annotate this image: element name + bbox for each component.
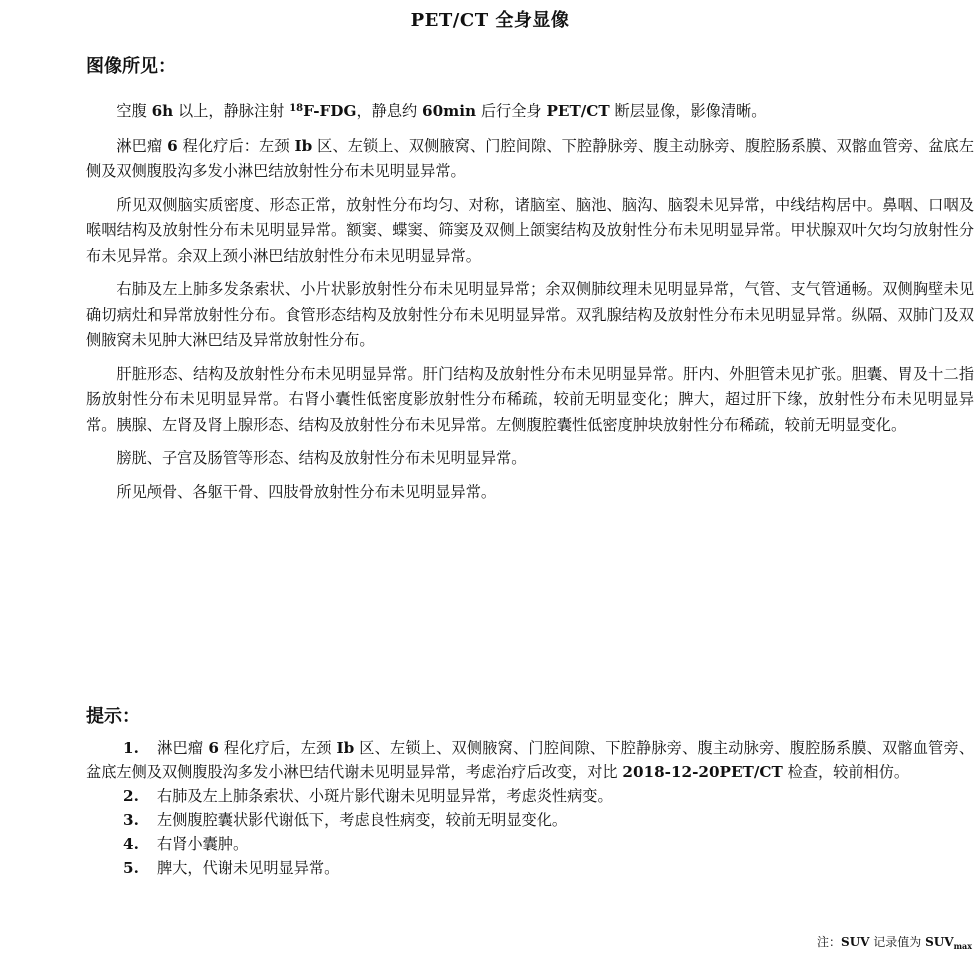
suv-footnote — [817, 933, 972, 951]
text-run: 淋巴瘤 — [116, 136, 168, 155]
findings-paragraph-abdomen: 肝脏形态、结构及放射性分布未见明显异常。肝门结构及放射性分布未见明显异常。肝内、外胆管未见扩张。胆囊、胃及十二指肠放射性分布未见明显异常。右肾小囊性低密度影放射性分布稀疏，较前无明显变化；脾大，超过肝下缘，放射性分布未见明显异常。胰腺、左肾及肾上腺形态、结构及放射性分布未见异常。左侧腹腔囊性低密度肿块放射性分布稀疏，较前无明显变化。 — [86, 364, 974, 434]
findings-paragraph-bones: 所见颅骨、各躯干骨、四肢骨放射性分布未见明显异常。 — [116, 482, 497, 501]
tracer-name: F-FDG — [303, 102, 357, 120]
text-run: 记录值为 — [869, 935, 926, 949]
text-run: 淋巴瘤 — [157, 739, 209, 757]
comparison-date: 2018-12-20PET/CT — [622, 763, 783, 781]
neck-level: Ib — [336, 739, 355, 757]
cycle-count: 6 — [167, 136, 178, 155]
neck-level: Ib — [294, 136, 313, 155]
cycle-count: 6 — [208, 739, 219, 757]
item-number: 4. — [123, 835, 139, 853]
rest-duration: 60min — [422, 102, 477, 120]
text-run: 程化疗后，左颈 — [218, 739, 337, 757]
item-number: 1. — [123, 739, 139, 757]
text-run: 断层显像，影像清晰。 — [609, 102, 767, 120]
fasting-hours: 6h — [151, 102, 174, 120]
findings-heading: 图像所见： — [86, 56, 176, 77]
impression-item-1 — [86, 736, 974, 784]
max-subscript: max — [953, 941, 972, 951]
findings-paragraph-pelvis: 膀胱、子宫及肠管等形态、结构及放射性分布未见明显异常。 — [116, 449, 527, 467]
findings-paragraph-lymphoma — [86, 134, 974, 185]
note-prefix: 注： — [817, 935, 842, 949]
text-run: 以上，静脉注射 — [173, 102, 290, 120]
item-number: 2. — [123, 787, 139, 805]
text-run: 空腹 — [116, 102, 152, 120]
findings-paragraph-head-neck: 所见双侧脑实质密度、形态正常，放射性分布均匀、对称，诸脑室、脑池、脑沟、脑裂未见异常，中线结构居中。鼻咽、口咽及喉咽结构及放射性分布未见明显异常。额窦、蝶窦、筛窦及双侧上颌窦结构及放射性分布未见明显异常。甲状腺双叶欠均匀放射性分布未见异常。余双上颈小淋巴结放射性分布未见明显异常。 — [86, 195, 974, 265]
findings-paragraph-chest: 右肺及左上肺多发条索状、小片状影放射性分布未见明显异常；余双侧肺纹理未见明显异常，气管、支气管通畅。双侧胸壁未见确切病灶和异常放射性分布。食管形态结构及放射性分布未见明显异常。双乳腺结构及放射性分布未见明显异常。纵隔、双肺门及双侧腋窝未见肿大淋巴结及异常放射性分布。 — [86, 280, 974, 349]
suv-label: SUV — [841, 935, 870, 949]
item-number: 5. — [123, 859, 139, 877]
item-text: 左侧腹腔囊状影代谢低下，考虑良性病变，较前无明显变化。 — [157, 811, 568, 829]
item-number: 3. — [123, 811, 139, 829]
text-run: ，静息约 — [356, 102, 423, 120]
report-title: PET/CT 全身显像 — [410, 10, 570, 31]
impression-item-4 — [86, 832, 974, 856]
item-text: 右肾小囊肿。 — [157, 835, 249, 853]
text-run: 检查，较前相仿。 — [782, 763, 910, 781]
text-run: 程化疗后：左颈 — [177, 136, 295, 155]
isotope-superscript: 18 — [289, 103, 304, 114]
item-text: 脾大，代谢未见明显异常。 — [157, 859, 340, 877]
impression-item-5 — [86, 856, 974, 880]
modality: PET/CT — [546, 102, 610, 120]
findings-paragraph-protocol — [86, 96, 974, 125]
findings-section — [86, 96, 974, 513]
impression-heading: 提示： — [86, 706, 140, 727]
item-text: 右肺及左上肺条索状、小斑片影代谢未见明显异常，考虑炎性病变。 — [157, 787, 613, 805]
impression-item-2 — [86, 784, 974, 808]
suv-max-label: SUV — [925, 935, 954, 949]
impression-item-3 — [86, 808, 974, 832]
impression-list — [86, 736, 974, 880]
text-run: 区、左锁上、双侧腋窝、门腔间隙、下腔静脉旁、腹主动脉旁、腹腔肠系膜、双髂血管旁、盆底左侧及双侧腹股沟多发小淋巴结代谢未见明显异常，考虑治疗后改变，对比 — [86, 739, 975, 781]
text-run: 后行全身 — [476, 102, 547, 120]
text-run: 区、左锁上、双侧腋窝、门腔间隙、下腔静脉旁、腹主动脉旁、腹腔肠系膜、双髂血管旁、盆底左侧及双侧腹股沟多发小淋巴结放射性分布未见明显异常。 — [86, 136, 975, 180]
